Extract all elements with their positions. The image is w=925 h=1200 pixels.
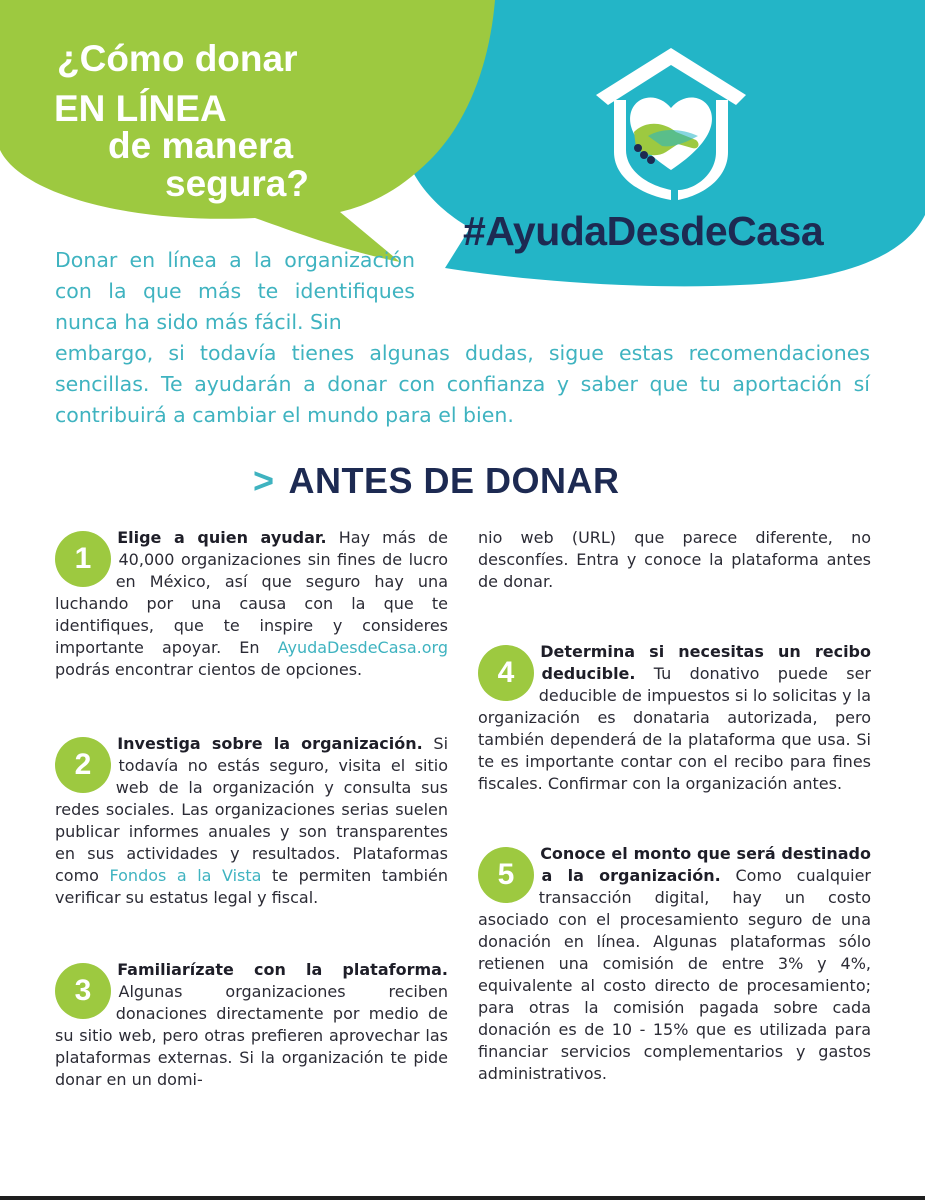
intro-paragraph	[55, 245, 870, 431]
left-column	[55, 527, 448, 1091]
title-line-1: ¿Cómo donar	[57, 38, 298, 79]
step-5	[478, 843, 871, 1085]
step-text: Tu donativo puede ser deducible de impuestos si lo solicitas y la organización es donataria autorizada, pero también dependerá de la plataforma que usa. Si te es importante contar con el recibo para fines fiscales. Confirmar con la organización antes.	[478, 664, 871, 793]
step-number-badge: 2	[55, 737, 111, 793]
intro-text-part1: Donar en línea a la organización con la que más te identifiques nunca ha sido más fácil. Sin	[55, 248, 415, 334]
step-text-end: podrás encontrar cientos de opciones.	[55, 660, 363, 679]
section-title: ANTES DE DONAR	[288, 460, 620, 501]
section-heading	[253, 460, 620, 502]
title-line-4: segura?	[165, 163, 309, 204]
step-2	[55, 733, 448, 909]
step-text: Como cualquier transacción digital, hay un costo asociado con el procesamiento seguro de una donación en línea. Algunas plataformas sólo retienen una comisión de entre 3% y 4%, equivalente al costo directo de procesamiento; para otras la comisión pagada sobre cada donación es de 10 - 15% que es utilizada para financiar servicios complementarios y gastos administrativos.	[478, 866, 871, 1083]
step-title: Familiarízate con la plataforma.	[117, 960, 448, 979]
step-text: Algunas organizaciones reciben donaciones directamente por medio de su sitio web, pero otras prefieren aprovechar las plataformas externas. Si la organización te pide donar en un domi-	[55, 982, 448, 1089]
ayudadesdecasa-link[interactable]: AyudaDesdeCasa.org	[277, 638, 448, 657]
step-title: Conoce el monto que será destinado a la organización.	[540, 844, 871, 885]
step-3-continuation: nio web (URL) que parece diferente, no desconfíes. Entra y conoce la plataforma antes de donar.	[478, 528, 871, 591]
title-line-3: de manera	[108, 125, 294, 166]
step-title: Investiga sobre la organización.	[117, 734, 423, 753]
step-text: Si todavía no estás seguro, visita el sitio web de la organización y consulta sus redes sociales. Las organizaciones serias suelen publicar informes anuales y son transparentes en sus actividades y resultados. Plataformas como	[55, 734, 449, 885]
step-number-badge: 5	[478, 847, 534, 903]
bottom-divider	[0, 1196, 925, 1200]
title-line-2: EN LÍNEA	[54, 88, 227, 129]
step-1	[55, 527, 448, 681]
intro-text-part2: embargo, si todavía tienes algunas dudas, sigue estas recomendaciones sencillas. Te ayudarán a donar con confianza y saber que tu aportación sí contribuirá a cambiar el mundo para el bien.	[55, 341, 870, 427]
step-title: Elige a quien ayudar.	[117, 528, 327, 547]
step-text-end: te permiten también verificar su estatus legal y fiscal.	[55, 866, 449, 907]
step-title: Determina si necesitas un recibo deducible.	[540, 642, 871, 683]
house-handshake-heart-icon	[586, 40, 756, 200]
step-number-badge: 1	[55, 531, 111, 587]
right-column	[478, 527, 871, 1085]
hashtag-title: #AyudaDesdeCasa	[463, 208, 824, 254]
step-3	[55, 959, 448, 1091]
chevron-right-icon: >	[253, 460, 275, 501]
fondos-a-la-vista-link[interactable]: Fondos a la Vista	[109, 866, 262, 885]
step-number-badge: 4	[478, 645, 534, 701]
step-text: Hay más de 40,000 organizaciones sin fines de lucro en México, así que seguro hay una luchando por una causa con la que te identifiques, que te inspire y consideres importante apoyar. En	[55, 528, 449, 657]
step-4	[478, 641, 871, 795]
step-number-badge: 3	[55, 963, 111, 1019]
